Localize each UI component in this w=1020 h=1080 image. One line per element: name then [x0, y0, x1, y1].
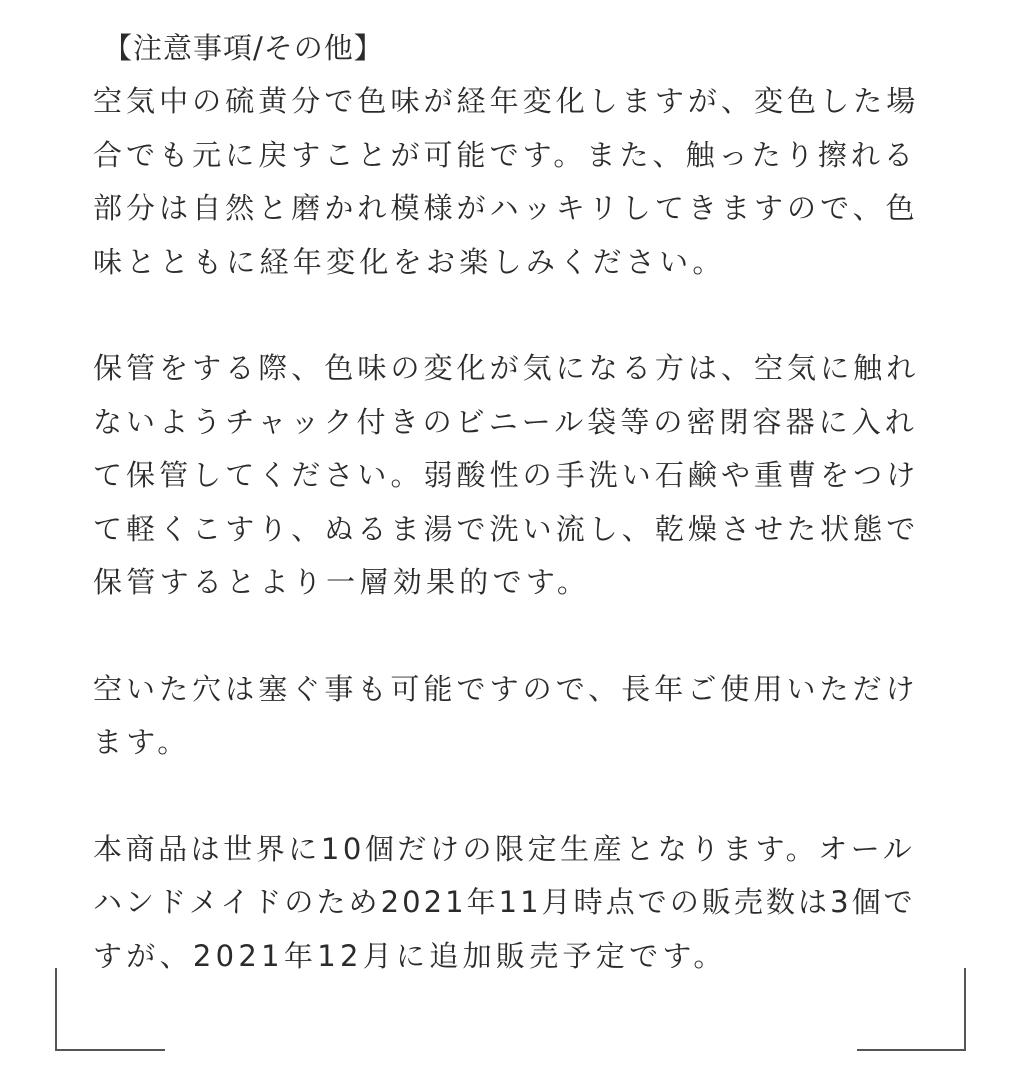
text-line: ないようチャック付きのビニール袋等の密閉容器に入れ [93, 404, 918, 439]
text-line: て軽くこすり、ぬるま湯で洗い流し、乾燥させた状態で [93, 511, 920, 546]
text-line: 味とともに経年変化をお楽しみください。 [93, 244, 726, 279]
text-line: 空気中の硫黄分で色味が経年変化しますが、変色した場 [93, 84, 920, 118]
paragraph-limited-edition [93, 823, 921, 984]
text-line: 本商品は世界に10個だけの限定生産となります。オール [93, 831, 916, 866]
paragraph-storage [93, 342, 921, 610]
text-line: 保管をする際、色味の変化が気になる方は、空気に触れ [93, 351, 920, 385]
corner-bracket-right [857, 968, 966, 1051]
text-line: すが、2021年12月に追加販売予定です。 [93, 938, 727, 973]
paragraph-aging [93, 75, 921, 289]
paragraph-holes [93, 663, 921, 770]
text-line: 空いた穴は塞ぐ事も可能ですので、長年ご使用いただけ [93, 671, 919, 706]
notes-section [93, 22, 921, 1036]
corner-bracket-left [55, 968, 165, 1051]
text-line: 部分は自然と磨かれ模様がハッキリしてきますので、色 [93, 191, 919, 225]
text-line: 合でも元に戻すことが可能です。また、触ったり擦れる [93, 137, 917, 172]
text-line: て保管してください。弱酸性の手洗い石鹸や重曹をつけ [93, 458, 920, 492]
text-line: ます。 [93, 725, 191, 759]
text-line: ハンドメイドのため2021年11月時点での販売数は3個で [93, 885, 916, 919]
section-heading: 【注意事項/その他】 [103, 31, 384, 65]
text-line: 保管するとより一層効果的です。 [93, 565, 591, 599]
